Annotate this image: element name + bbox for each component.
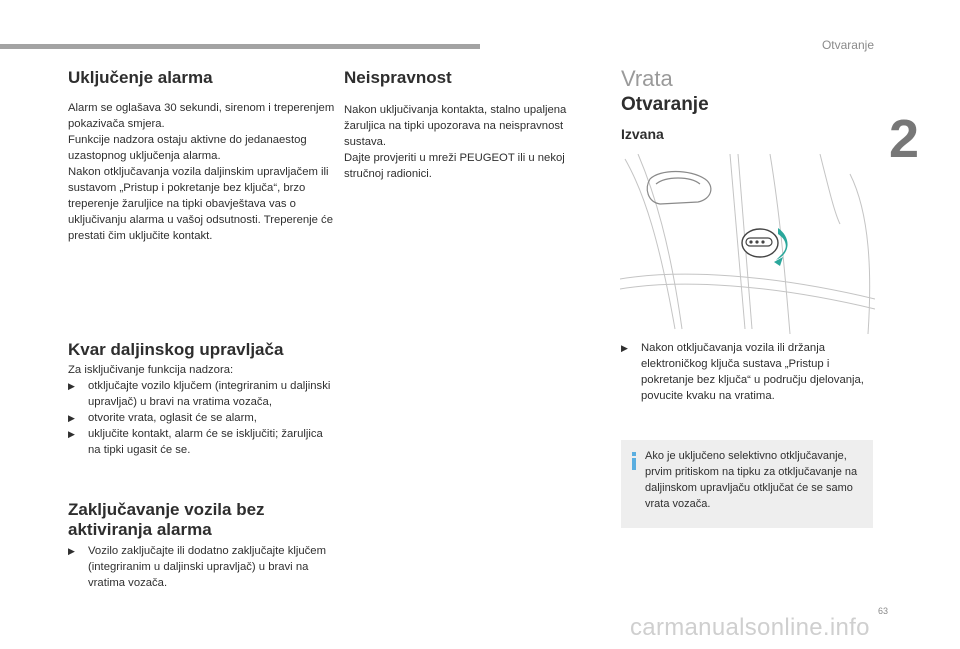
subsection-title: Izvana	[621, 125, 664, 142]
list-item: ▶ Vozilo zaključajte ili dodatno zaključajte ključem (integriranim u daljinski upravljač) u bravi na vratima vozača.	[68, 545, 326, 590]
section-title: Kvar daljinskog upravljača	[68, 340, 284, 359]
arrow-bullet-icon: ▶	[68, 428, 75, 439]
section-malfunction	[344, 68, 594, 182]
arrow-bullet-icon: ▶	[68, 412, 75, 423]
paragraph: Alarm se oglašava 30 sekundi, sirenom i treperenjem pokazivača smjera.	[68, 101, 335, 130]
section-lock-without-alarm	[68, 500, 338, 591]
paragraph: Funkcije nadzora ostaju aktivne do jedanaestog uzastopnog uključenja alarma.	[68, 133, 307, 162]
car-door-handle-illustration	[620, 154, 875, 334]
header-section-title: Otvaranje	[821, 38, 874, 52]
paragraph: Za isključivanje funkcija nadzora:	[68, 363, 234, 376]
section-alarm-activation	[68, 68, 338, 244]
list-item: ▶ Nakon otključavanja vozila ili držanja elektroničkog ključa sustava „Pristup i pokretanje bez ključa“ u području djelovanja, povucite kvaku na vratima.	[621, 342, 864, 402]
list-item: ▶ otključajte vozilo ključem (integriranim u daljinski upravljač) u bravi na vratima vozača,	[68, 379, 331, 408]
arrow-bullet-icon: ▶	[68, 380, 75, 391]
watermark: carmanualsonline.info	[630, 614, 870, 641]
section-doors	[621, 66, 876, 142]
arrow-bullet-icon: ▶	[68, 546, 75, 557]
section-remote-failure	[68, 340, 338, 458]
bullet-list	[68, 378, 338, 458]
bullet-list	[68, 543, 338, 591]
section-title: Neispravnost	[344, 68, 452, 87]
info-box	[621, 440, 873, 528]
list-item: ▶ otvorite vrata, oglasit će se alarm,	[68, 411, 257, 424]
paragraph: Nakon otključavanja vozila daljinskim upravljačem ili sustavom „Pristup i pokretanje bez ključa“, brzo treperenje žaruljice na tipki obavještava vas o uključivanju alarma u vašoj odsutnosti. Treperenje će prestati čim uključite kontakt.	[68, 165, 333, 242]
chapter-number: 2	[889, 109, 920, 169]
paragraph: Nakon uključivanja kontakta, stalno upaljena žaruljica na tipki upozorava na neispravnost sustava.	[344, 103, 567, 148]
paragraph: Dajte provjeriti u mreži PEUGEOT ili u nekoj stručnoj radionici.	[344, 151, 565, 180]
door-opening-instructions	[621, 340, 876, 404]
section-title: Otvaranje	[621, 94, 709, 115]
section-title: Uključenje alarma	[68, 68, 213, 87]
bullet-list	[621, 340, 876, 404]
chapter-title: Vrata	[621, 66, 673, 91]
page-number: 63	[878, 606, 889, 616]
info-text: Ako je uključeno selektivno otključavanje, prvim pritiskom na tipku za otključavanje na daljinskom upravljaču otključat će se samo vrata vozača.	[645, 450, 858, 510]
list-item: ▶ uključite kontakt, alarm će se isključiti; žaruljica na tipki ugasit će se.	[68, 427, 323, 456]
arrow-bullet-icon: ▶	[621, 343, 628, 353]
info-icon	[629, 452, 639, 470]
header-bar	[0, 44, 480, 49]
section-title: Zaključavanje vozila bez aktiviranja alarma	[68, 500, 265, 539]
